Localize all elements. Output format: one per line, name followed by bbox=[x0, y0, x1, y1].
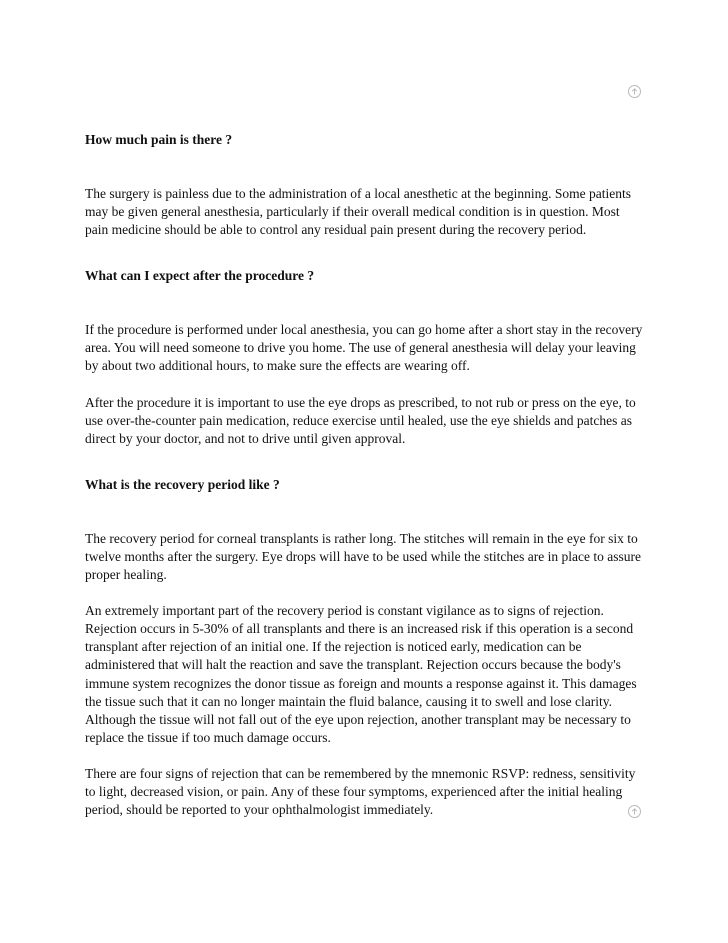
section-heading-pain: How much pain is there ? bbox=[85, 132, 233, 147]
paragraph-recovery-1: The recovery period for corneal transplants is rather long. The stitches will remain in the eye for six to twelve months after the surgery. Eye drops will have to be used while the stitches are in place to assure proper healing. bbox=[85, 530, 641, 583]
paragraph-recovery-3: There are four signs of rejection that can be remembered by the mnemonic RSVP: redness, sensitivity to light, decreased vision, or pain. Any of these four symptoms, experienced after the initial healing period, should be reported to your ophthalmologist immediately. bbox=[85, 765, 636, 818]
paragraph-pain: The surgery is painless due to the administration of a local anesthetic at the beginning. Some patients may be given general anesthesia, particularly if their overall medical condition is in question. Most pain medicine should be able to control any residual pain present during the recovery period. bbox=[85, 186, 631, 238]
section-heading-expectations: What can I expect after the procedure ? bbox=[85, 268, 315, 284]
circle-up-arrow-icon[interactable] bbox=[628, 85, 641, 98]
circle-up-arrow-icon[interactable] bbox=[628, 805, 641, 818]
paragraph-expectations-1: If the procedure is performed under local anesthesia, you can go home after a short stay in the recovery area. You will need someone to drive you home. The use of general anesthesia will delay your leaving by about two additional hours, to make sure the effects are wearing off. bbox=[85, 322, 643, 374]
paragraph-expectations-2: After the procedure it is important to use the eye drops as prescribed, to not rub or press on the eye, to use over-the-counter pain medication, reduce exercise until healed, use the eye shields and patches as direct by your doctor, and not to drive until given approval. bbox=[85, 394, 636, 446]
article-body bbox=[85, 131, 645, 819]
paragraph-recovery-2: An extremely important part of the recovery period is constant vigilance as to signs of rejection. Rejection occurs in 5-30% of all transplants and there is an increased risk if this operation is a second transplant after rejection of an initial one. If the rejection is noticed early, medication can be administered that will halt the reaction and save the transplant. Rejection occurs because the body's immune system recognizes the donor tissue as foreign and mounts a response against it. This damages the tissue such that it can no longer maintain the fluid balance, causing it to swell and lose clarity. Although the tissue will not fall out of the eye upon rejection, another transplant may be necessary to replace the tissue if too much damage occurs. bbox=[85, 603, 637, 745]
section-heading-recovery: What is the recovery period like ? bbox=[85, 476, 280, 492]
